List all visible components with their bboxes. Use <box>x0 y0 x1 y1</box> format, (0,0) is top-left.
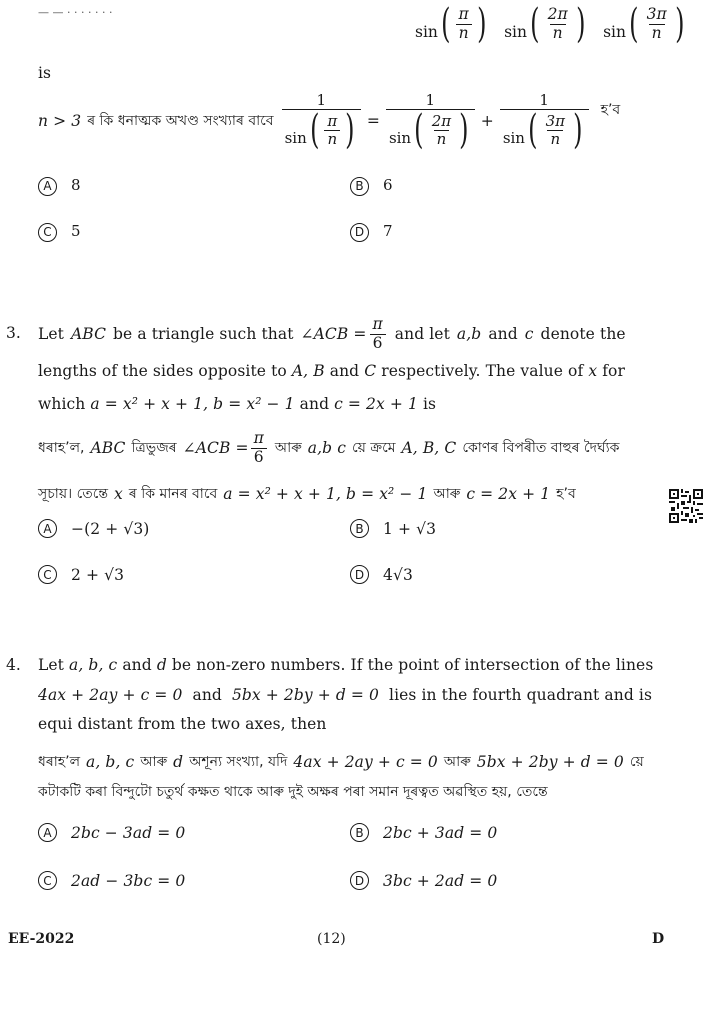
q3-en-line3: which a = x² + x + 1, b = x² − 1 and c = 2x + 1 is <box>38 395 437 413</box>
option-a[interactable] <box>38 823 185 842</box>
option-d[interactable] <box>350 871 497 890</box>
condition: n > 3 <box>38 112 82 131</box>
option-circle: B <box>350 519 369 538</box>
sin-label: sin <box>415 23 438 41</box>
option-value: 2 + √3 <box>71 565 125 584</box>
option-circle: A <box>38 519 57 538</box>
option-circle: C <box>38 223 57 242</box>
q4-en-line3: equi distant from the two axes, then <box>38 715 327 733</box>
option-circle: A <box>38 177 57 196</box>
option-c[interactable] <box>38 871 185 890</box>
option-circle: C <box>38 565 57 584</box>
frac-num: 2π <box>547 4 568 23</box>
frac-num: 3π <box>646 4 667 23</box>
frac-num: π <box>458 4 469 23</box>
fraction-rhs-1: 1 sin ( $\frac{2\pi}{n}$ ) <box>386 92 475 150</box>
is-word: is <box>38 64 52 82</box>
option-circle: A <box>38 823 57 842</box>
option-c[interactable] <box>38 222 81 242</box>
q4-bn-line1: ধৰাহ’ল a, b, c আৰু d অশূন্য সংখ্যা, যদি 4ax + 2ay + c = 0 আৰু 5bx + 2by + d = 0 য়ে <box>38 753 644 771</box>
top-cut-formula: sin ( $\frac{\pi}{n}$ ) sin ( $\frac{2\pi}{n}$ ) sin ( $\frac{3\pi}{n}$ ) <box>415 1 685 47</box>
option-circle: D <box>350 223 369 242</box>
bengali-prefix: ৰ কি ধনাত্মক অখণ্ড সংখ্যাৰ বাবে <box>87 113 274 130</box>
option-value: 8 <box>71 176 81 194</box>
option-b[interactable] <box>350 823 497 842</box>
prev-question-bengali: n > 3 ৰ কি ধনাত্মক অখণ্ড সংখ্যাৰ বাবে 1 sin ( $\frac{\pi}{n}$ ) = 1 sin ( $\frac{2\pi}{n}$ ) + 1 sin ( $\frac{3\pi}{n}$ ) হ’ব <box>38 91 621 154</box>
frac-den: n <box>550 24 566 43</box>
option-circle: B <box>350 177 369 196</box>
option-circle: D <box>350 871 369 890</box>
question-number: 4. <box>6 656 21 674</box>
option-value: 5 <box>71 222 81 240</box>
q3-en-line2: lengths of the sides opposite to A, B and C respectively. The value of x for <box>38 362 625 380</box>
frac-den: n <box>456 24 472 43</box>
option-value: 2bc − 3ad = 0 <box>71 823 186 842</box>
bengali-suffix: হ’ব <box>600 102 621 118</box>
option-a[interactable] <box>38 519 149 538</box>
option-value: −(2 + √3) <box>71 519 150 538</box>
sin-label: sin <box>504 23 527 41</box>
q4-bn-line2: কটাকটি কৰা বিন্দুটো চতুৰ্থ কক্ষত থাকে আৰু দুই অক্ষৰ পৰা সমান দূৰত্বত অৱস্থিত হয়, তেন্তে <box>38 784 548 800</box>
option-value: 2bc + 3ad = 0 <box>383 823 498 842</box>
option-c[interactable] <box>38 565 124 584</box>
q3-en-line1: Let ABC be a triangle such that ∠ACB = $\frac{\pi}{6}$ and let a,b and c denote the <box>38 315 626 352</box>
exam-code: EE-2022 <box>8 931 75 947</box>
option-d[interactable] <box>350 565 413 584</box>
page-number: (12) <box>317 931 346 947</box>
sin-label: sin <box>603 23 626 41</box>
series-letter: D <box>652 931 665 947</box>
option-circle: D <box>350 565 369 584</box>
question-number: 3. <box>6 324 21 342</box>
option-value: 6 <box>383 176 393 194</box>
option-value: 7 <box>383 222 393 240</box>
option-value: 3bc + 2ad = 0 <box>383 871 498 890</box>
option-circle: B <box>350 823 369 842</box>
q4-en-line1: Let a, b, c and d be non-zero numbers. If the point of intersection of the lines <box>38 656 654 674</box>
option-circle: C <box>38 871 57 890</box>
top-cut-fragment: — — · · · · · · · <box>38 6 113 19</box>
fraction-rhs-2: 1 sin ( $\frac{3\pi}{n}$ ) <box>500 92 589 150</box>
q4-en-line2: 4ax + 2ay + c = 0 and 5bx + 2by + d = 0 lies in the fourth quadrant and is <box>38 686 653 704</box>
fraction-lhs: 1 sin ( $\frac{\pi}{n}$ ) <box>282 92 361 150</box>
option-b[interactable] <box>350 519 436 538</box>
option-b[interactable] <box>350 176 393 196</box>
q3-bn-line2: সূচায়। তেন্তে x ৰ কি মানৰ বাবে a = x² + x + 1, b = x² − 1 আৰু c = 2x + 1 হ’ব <box>38 485 576 503</box>
option-a[interactable] <box>38 176 81 196</box>
option-d[interactable] <box>350 222 393 242</box>
option-value: 4√3 <box>383 565 413 584</box>
q3-bn-line1: ধৰাহ’ল, ABC ত্ৰিভুজৰ ∠ACB = $\frac{\pi}{6}$ আৰু a,b c য়ে ক্ৰমে A, B, C কোণৰ বিপৰীত বাহুৰ দৈৰ্ঘ্যক <box>38 429 620 466</box>
frac-den: n <box>649 24 665 43</box>
option-value: 1 + √3 <box>383 519 437 538</box>
qr-code-icon <box>669 489 703 527</box>
option-value: 2ad − 3bc = 0 <box>71 871 186 890</box>
